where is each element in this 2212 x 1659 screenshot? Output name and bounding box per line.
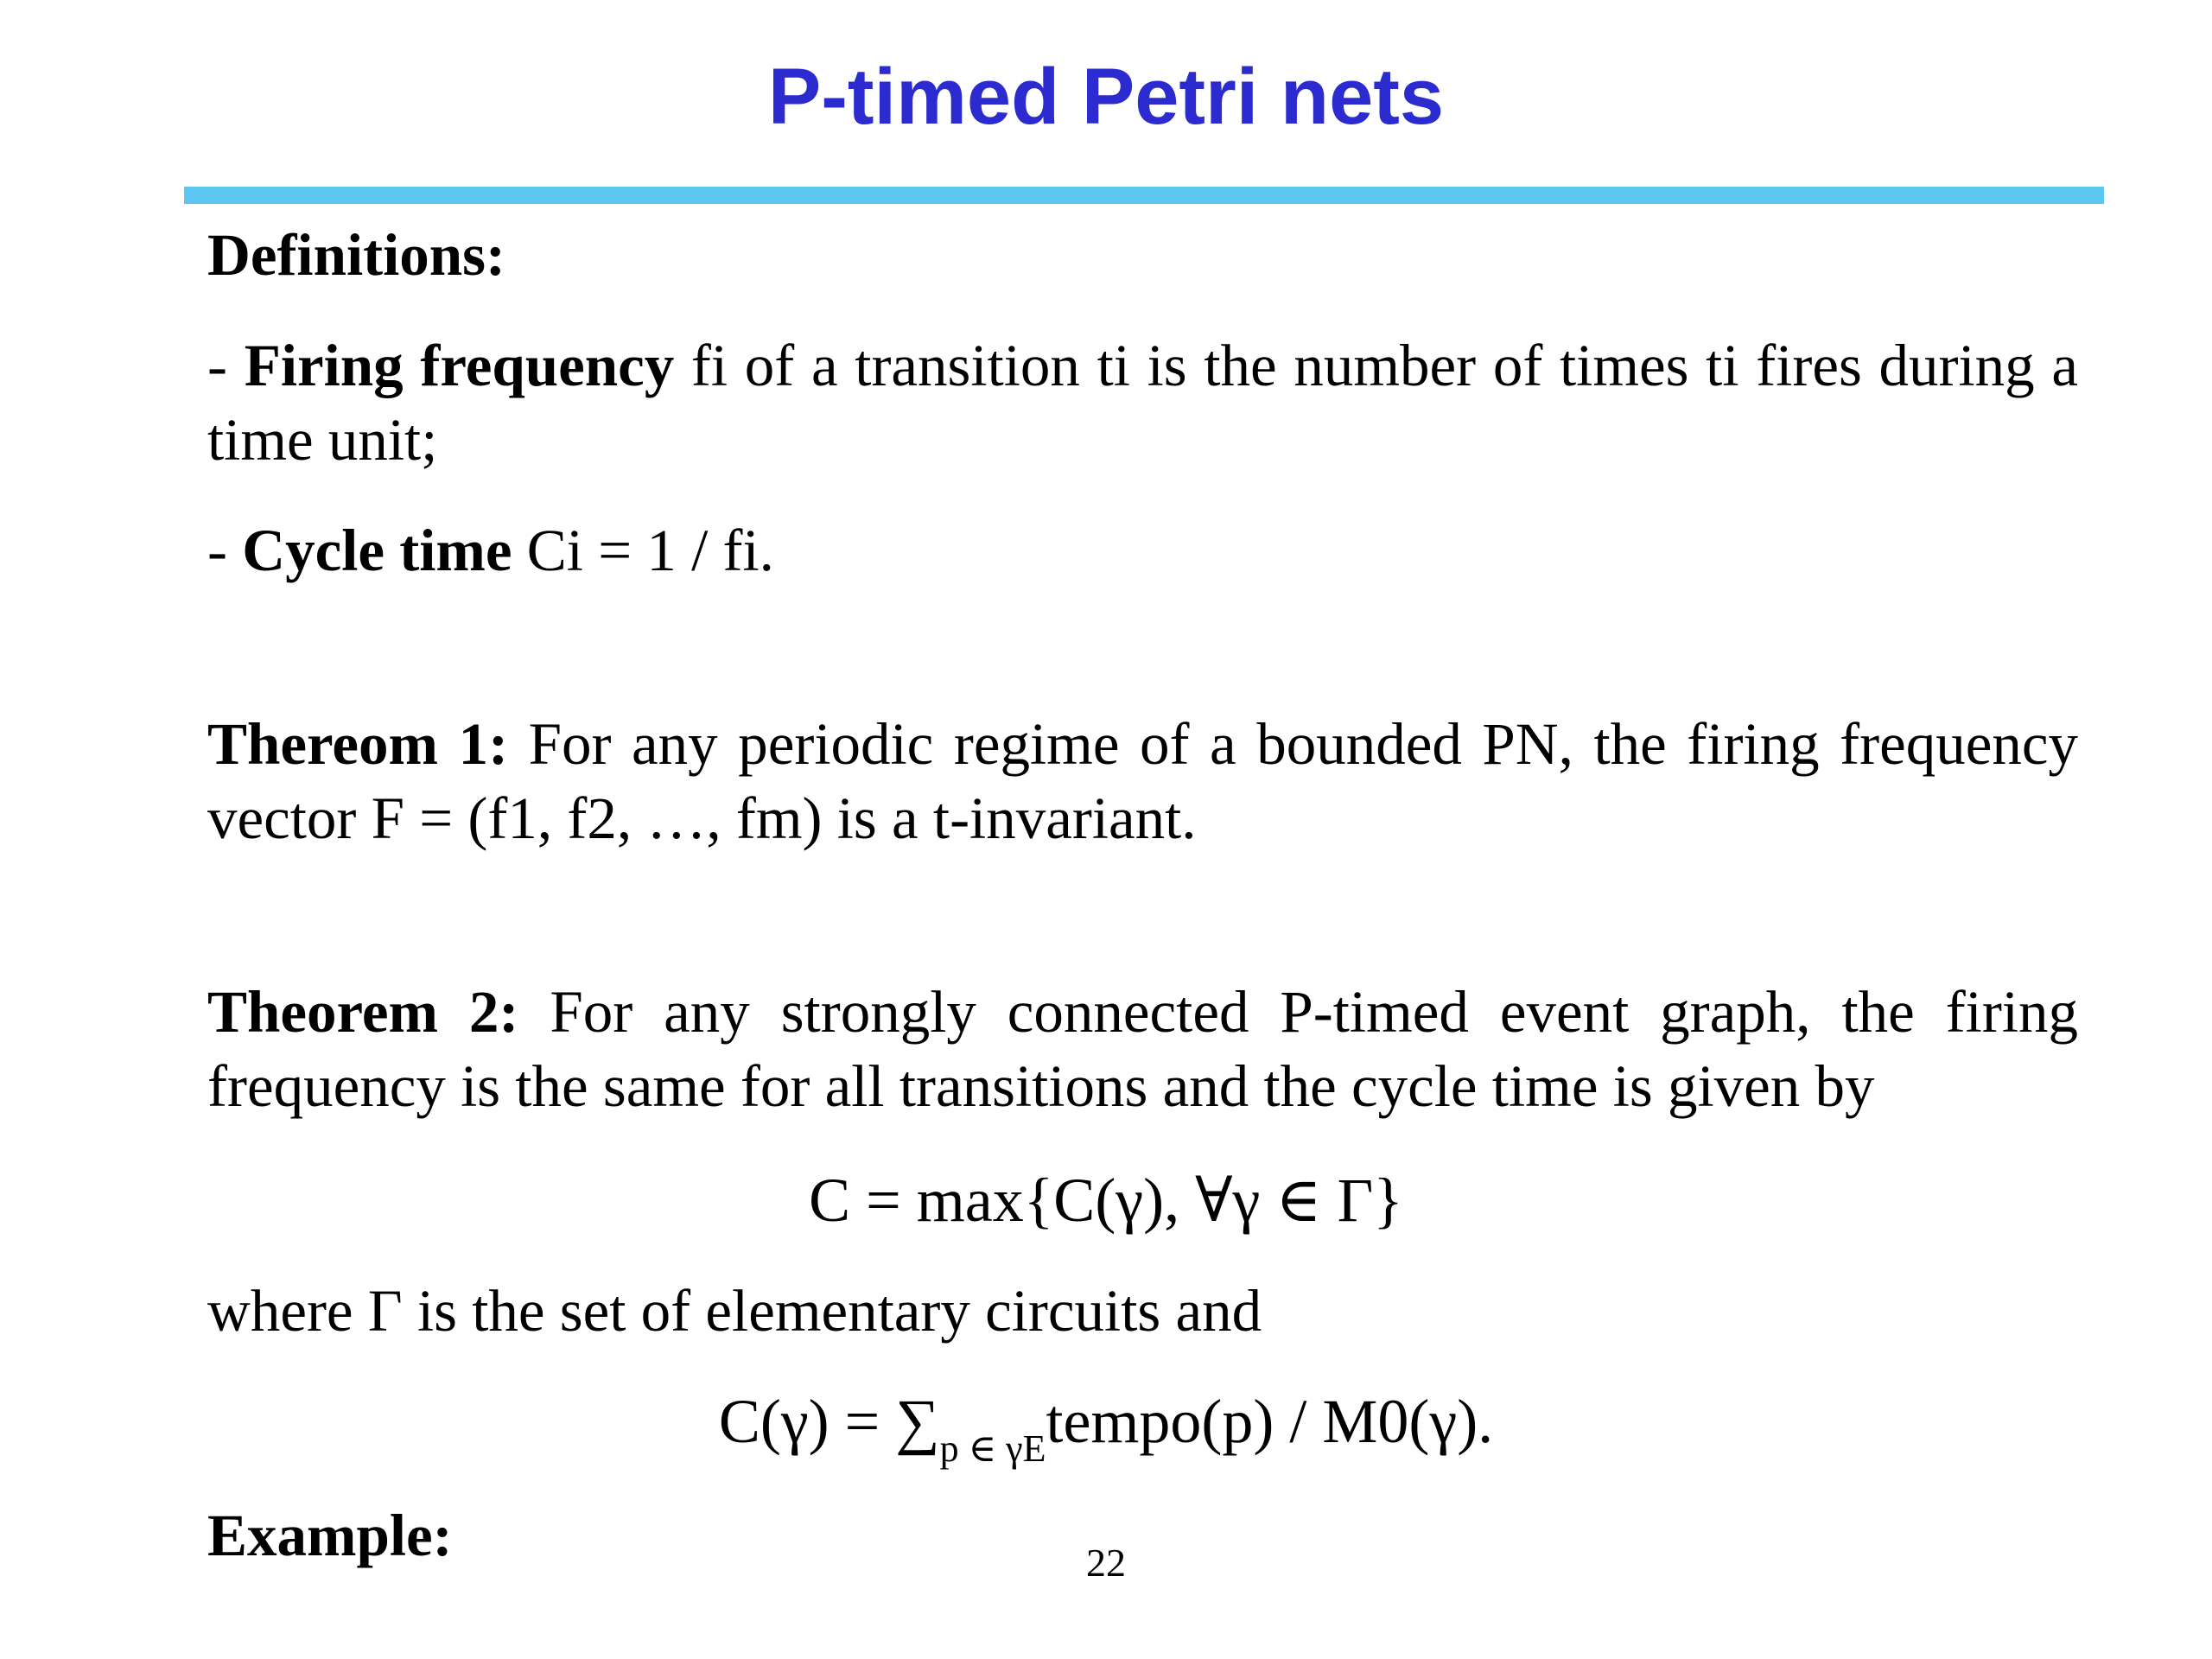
definition-dash: -: [207, 518, 243, 583]
definitions-heading: [207, 218, 2078, 292]
definitions-heading-text: Definitions:: [207, 222, 505, 288]
slide-title: P-timed Petri nets: [767, 53, 1445, 141]
theorem-2-text: For any strongly connected P-timed event graph, the firing frequency is the same for all transitions and the cycle time is given by: [207, 979, 2078, 1119]
definition-term-cycle-time: Cycle time: [242, 518, 512, 583]
theorem-1-label: Thereom 1:: [207, 711, 509, 777]
definition-cycle-time: [207, 513, 2078, 588]
definition-term-firing-frequency: Firing frequency: [244, 333, 675, 398]
formula-left: C(γ) = ∑: [718, 1387, 940, 1456]
formula-right: tempo(p) / M0(γ).: [1046, 1387, 1494, 1456]
theorem-2-label: Theorem 2:: [207, 979, 519, 1045]
circuit-cycle-time-formula: [0, 1386, 2212, 1471]
definition-text-cycle-time: Ci = 1 / fi.: [512, 518, 774, 583]
formula-subscript: p ∈ γE: [939, 1427, 1046, 1470]
theorem-1: [207, 707, 2078, 855]
definition-dash: -: [207, 333, 245, 398]
where-text: where Γ is the set of elementary circuits and: [207, 1278, 1262, 1344]
definition-text-firing-frequency: fi of a transition ti is the number of times ti fires during a time unit;: [207, 333, 2078, 473]
title-divider: [184, 187, 2104, 204]
theorem-2: [207, 975, 2078, 1123]
theorem-1-text: For any periodic regime of a bounded PN, the firing frequency vector F = (f1, f2, …, fm) is a t-invariant.: [207, 711, 2079, 851]
example-heading-text: Example:: [207, 1503, 453, 1568]
page-number: 22: [1086, 1541, 1126, 1585]
cycle-time-formula: C = max{C(γ), ∀γ ∈ Γ}: [809, 1166, 1403, 1235]
definition-firing-frequency: [207, 328, 2078, 477]
